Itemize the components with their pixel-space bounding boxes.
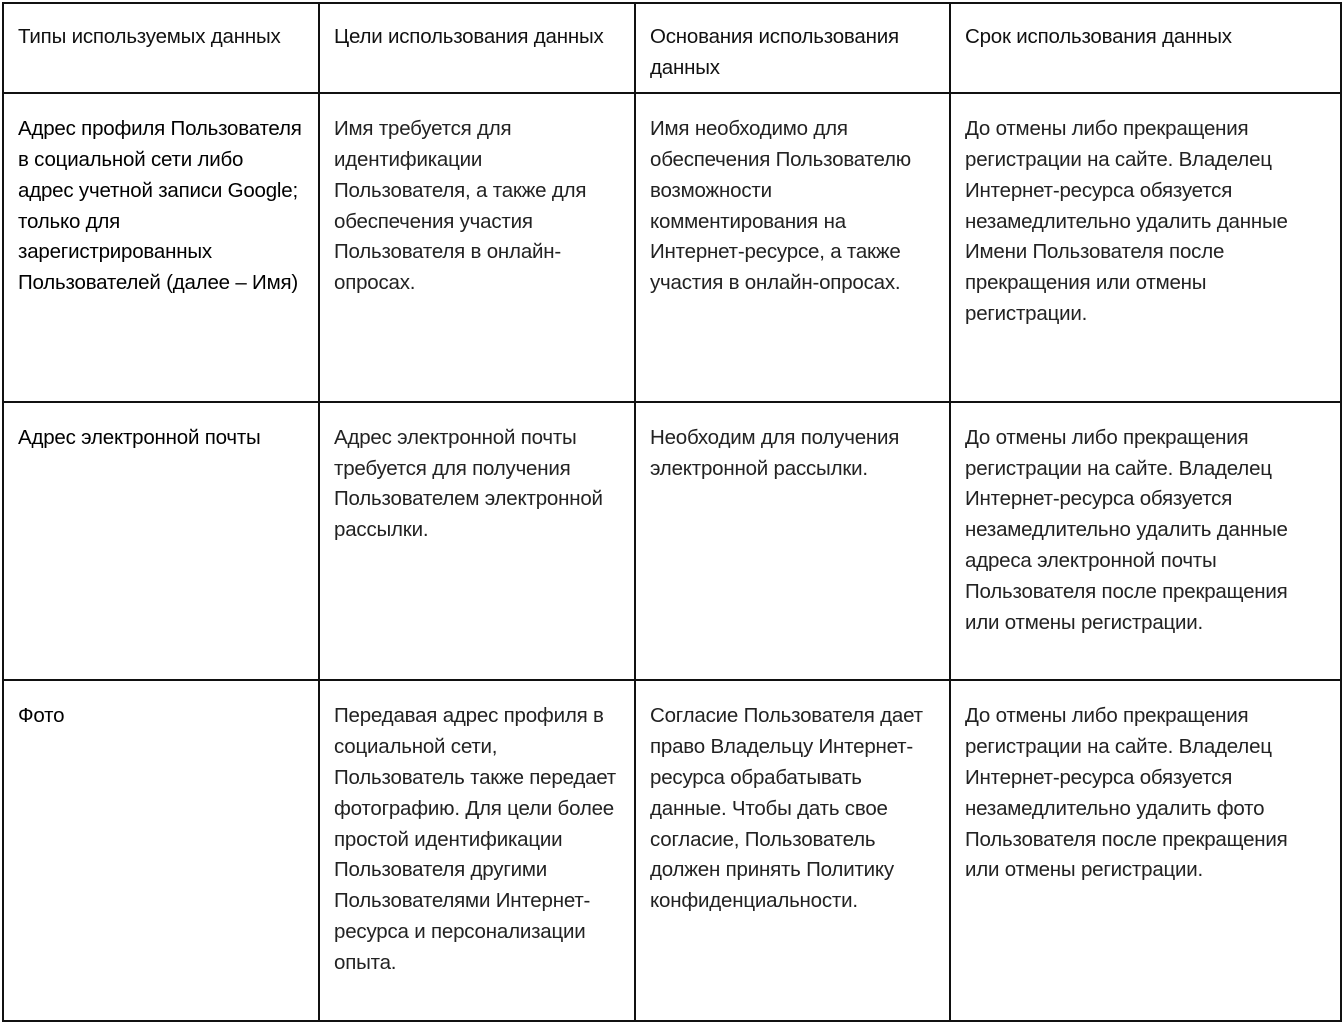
data-usage-table [2,2,1342,1022]
header-basis: Основания использования данных [635,3,950,93]
cell-purpose: Передавая адрес профиля в социальной сети, Пользователь также передает фотографию. Для цели более простой идентификации Пользователя другими Пользователями Интернет-ресурса и персонализации опыта. [319,680,635,1021]
table-row [3,93,1341,402]
table-row [3,680,1341,1021]
cell-term: До отмены либо прекращения регистрации на сайте. Владелец Интернет-ресурса обязуется незамедлительно удалить фото Пользователя после прекращения или отмены регистрации. [950,680,1341,1021]
cell-purpose: Адрес электронной почты требуется для получения Пользователем электронной рассылки. [319,402,635,681]
header-data-types: Типы используемых данных [3,3,319,93]
table-row [3,402,1341,681]
cell-term: До отмены либо прекращения регистрации на сайте. Владелец Интернет-ресурса обязуется незамедлительно удалить данные адреса электронной почты Пользователя после прекращения или отмены регистрации. [950,402,1341,681]
cell-purpose: Имя требуется для идентификации Пользователя, а также для обеспечения участия Пользователя в онлайн-опросах. [319,93,635,402]
cell-data-type: Адрес профиля Пользователя в социальной сети либо адрес учетной записи Google; только для зарегистрированных Пользователей (далее – Имя) [3,93,319,402]
header-purposes: Цели использования данных [319,3,635,93]
cell-data-type: Адрес электронной почты [3,402,319,681]
cell-term: До отмены либо прекращения регистрации на сайте. Владелец Интернет-ресурса обязуется незамедлительно удалить данные Имени Пользователя после прекращения или отмены регистрации. [950,93,1341,402]
cell-data-type: Фото [3,680,319,1021]
header-term: Срок использования данных [950,3,1341,93]
table-header-row [3,3,1341,93]
cell-basis: Согласие Пользователя дает право Владельцу Интернет-ресурса обрабатывать данные. Чтобы дать свое согласие, Пользователь должен принять Политику конфиденциальности. [635,680,950,1021]
cell-basis: Имя необходимо для обеспечения Пользователю возможности комментирования на Интернет-ресурсе, а также участия в онлайн-опросах. [635,93,950,402]
cell-basis: Необходим для получения электронной рассылки. [635,402,950,681]
